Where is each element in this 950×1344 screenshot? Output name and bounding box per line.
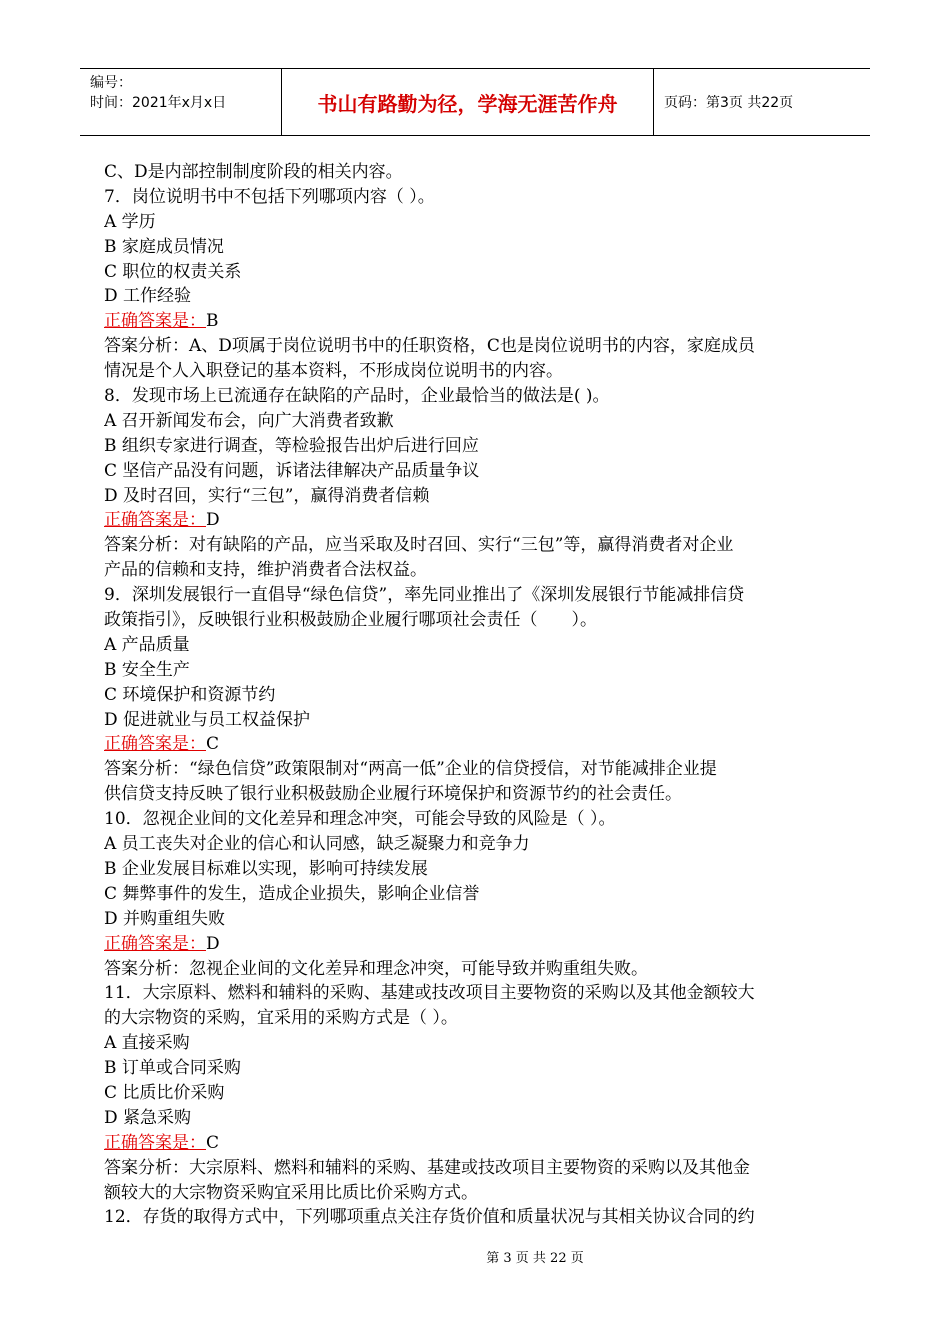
option-line: A 召开新闻发布会，向广大消费者致歉 [104, 410, 394, 431]
question-8: 8．发现市场上已流通存在缺陷的产品时，企业最恰当的做法是( )。 [104, 386, 610, 407]
analysis-line: 供信贷支持反映了银行业积极鼓励企业履行环境保护和资源节约的社会责任。 [104, 784, 682, 805]
answer-value: D [206, 510, 220, 531]
header-motto: 书山有路勤为径，学海无涯苦作舟 [282, 69, 654, 135]
question-11-cont: 的大宗物资的采购，宜采用的采购方式是（ ）。 [104, 1008, 458, 1029]
answer-line [104, 309, 848, 334]
option-line: A 学历 [104, 211, 156, 232]
option-line: B 家庭成员情况 [104, 236, 224, 257]
option-line: C 舞弊事件的发生，造成企业损失，影响企业信誉 [104, 883, 480, 904]
option-line: D 促进就业与员工权益保护 [104, 709, 311, 730]
answer-value: D [206, 933, 220, 954]
answer-line [104, 1131, 848, 1156]
question-11: 11．大宗原料、燃料和辅料的采购、基建或技改项目主要物资的采购以及其他金额较大 [104, 983, 755, 1004]
option-line: C 比质比价采购 [104, 1082, 225, 1103]
analysis-line: 答案分析：大宗原料、燃料和辅料的采购、基建或技改项目主要物资的采购以及其他金 [104, 1157, 750, 1178]
option-line: B 企业发展目标难以实现，影响可持续发展 [104, 858, 428, 879]
question-12: 12．存货的取得方式中，下列哪项重点关注存货价值和质量状况与其相关协议合同的约 [104, 1207, 755, 1228]
text-line: C、D是内部控制制度阶段的相关内容。 [104, 162, 403, 182]
header-meta [80, 69, 282, 135]
option-line: C 坚信产品没有问题，诉诸法律解决产品质量争议 [104, 460, 480, 481]
question-10: 10．忽视企业间的文化差异和理念冲突，可能会导致的风险是（ ）。 [104, 809, 616, 830]
option-line: C 职位的权责关系 [104, 261, 242, 282]
number-label: 编号： [90, 75, 132, 91]
option-line: A 员工丧失对企业的信心和认同感，缺乏凝聚力和竞争力 [104, 834, 530, 855]
option-line: D 并购重组失败 [104, 908, 226, 929]
option-line: B 安全生产 [104, 659, 190, 680]
answer-label: 正确答案是： [104, 734, 206, 755]
document-body [104, 160, 848, 1230]
option-line: D 紧急采购 [104, 1107, 192, 1128]
answer-value: B [206, 311, 219, 332]
analysis-line: 额较大的大宗物资采购宜采用比质比价采购方式。 [104, 1182, 478, 1203]
header-page-info: 页码：第3页 共22页 [664, 95, 794, 111]
answer-line [104, 732, 848, 757]
answer-label: 正确答案是： [104, 1132, 206, 1153]
analysis-line: 产品的信赖和支持，维护消费者合法权益。 [104, 560, 427, 581]
analysis-line: 答案分析：对有缺陷的产品，应当采取及时召回、实行“三包”等，赢得消费者对企业 [104, 535, 734, 556]
answer-value: C [206, 1132, 220, 1153]
time-label: 时间：2021年x月x日 [90, 95, 227, 111]
answer-line [104, 932, 848, 957]
option-line: B 订单或合同采购 [104, 1058, 241, 1079]
question-9-cont: 政策指引》，反映银行业积极鼓励企业履行哪项社会责任（ ）。 [104, 610, 597, 631]
option-line: A 直接采购 [104, 1033, 190, 1054]
answer-line [104, 508, 848, 533]
analysis-line: 答案分析：“绿色信贷”政策限制对“两高一低”企业的信贷授信，对节能减排企业提 [104, 759, 717, 780]
analysis-line: 情况是个人入职登记的基本资料，不形成岗位说明书的内容。 [104, 361, 563, 382]
question-9: 9．深圳发展银行一直倡导“绿色信贷”，率先同业推出了《深圳发展银行节能减排信贷 [104, 585, 745, 606]
option-line: D 及时召回，实行“三包”，赢得消费者信赖 [104, 485, 430, 506]
analysis-line: 答案分析：A、D项属于岗位说明书中的任职资格，C也是岗位说明书的内容，家庭成员 [104, 336, 755, 357]
option-line: C 环境保护和资源节约 [104, 684, 276, 705]
option-line: A 产品质量 [104, 634, 190, 655]
option-line: D 工作经验 [104, 286, 192, 307]
answer-value: C [206, 734, 220, 755]
answer-label: 正确答案是： [104, 510, 206, 531]
page-header [80, 68, 870, 136]
question-7: 7．岗位说明书中不包括下列哪项内容（ ）。 [104, 186, 435, 207]
answer-label: 正确答案是： [104, 311, 206, 332]
answer-label: 正确答案是： [104, 933, 206, 954]
option-line: B 组织专家进行调查，等检验报告出炉后进行回应 [104, 435, 479, 456]
analysis-line: 答案分析：忽视企业间的文化差异和理念冲突，可能导致并购重组失败。 [104, 958, 648, 979]
page-footer: 第 3 页 共 22 页 [486, 1251, 584, 1266]
